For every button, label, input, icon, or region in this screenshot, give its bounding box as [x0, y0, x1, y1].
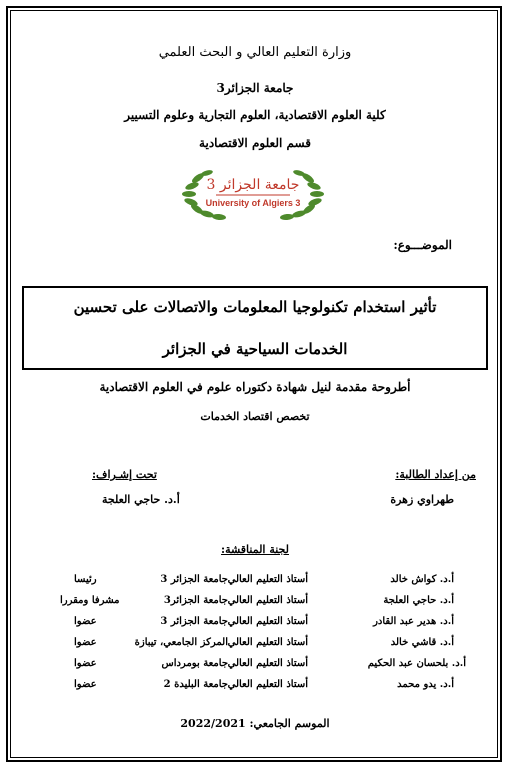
jury-member-rank: أستاذ التعليم العالي: [227, 658, 308, 669]
academic-year: الموسم الجامعي: 2022/2021: [180, 717, 330, 730]
faculty-name: كلية العلوم الاقتصادية، العلوم التجارية وعلوم التسيير: [124, 108, 386, 122]
jury-label: [0, 543, 510, 556]
jury-member-role: عضوا: [74, 637, 97, 648]
jury-member-name: أ.د. يدو محمد: [397, 679, 454, 690]
ministry-name: وزارة التعليم العالي و البحث العلمي: [158, 45, 352, 60]
jury-member-name: أ.د. حاجي العلجة: [383, 595, 454, 606]
logo-arabic-text: جامعة الجزائر 3: [206, 177, 300, 193]
jury-member-role: رئيسا: [74, 574, 97, 585]
jury-member-role: مشرفا ومقررا: [60, 595, 120, 606]
supervision-label: تحت إشـراف:: [92, 468, 157, 481]
university-name: جامعة الجزائر3: [216, 81, 294, 95]
jury-member-name: أ.د. بلحسان عبد الحكيم: [367, 658, 466, 669]
jury-member-row: [0, 574, 510, 592]
jury-member-rank: أستاذ التعليم العالي: [227, 679, 308, 690]
jury-member-name: أ.د. هدير عبد القادر: [373, 616, 454, 627]
supervisor-name: أ.د. حاجي العلجة: [102, 493, 180, 506]
jury-member-row: [0, 616, 510, 634]
jury-member-university: جامعة الجزائر3: [163, 595, 228, 606]
specialty-line: تخصص اقتصاد الخدمات: [200, 410, 310, 423]
jury-member-row: [0, 679, 510, 697]
department-name: قسم العلوم الاقتصادية: [199, 136, 311, 150]
subject-label: الموضـــوع:: [393, 238, 452, 252]
jury-member-role: عضوا: [74, 679, 97, 690]
jury-member-university: جامعة الجزائر 3: [160, 574, 228, 585]
thesis-title-line-2: الخدمات السياحية في الجزائر: [162, 340, 348, 358]
jury-member-row: [0, 637, 510, 655]
jury-member-role: عضوا: [74, 658, 97, 669]
jury-member-university: جامعة بومرداس: [161, 658, 228, 669]
prepared-by-label: من إعداد الطالبة:: [395, 468, 476, 481]
logo-english-text: University of Algiers 3: [205, 198, 301, 208]
university-laurel-logo: [178, 164, 328, 222]
thesis-degree-line: أطروحة مقدمة لنيل شهادة دكتوراه علوم في العلوم الاقتصادية: [99, 380, 411, 394]
jury-member-university: جامعة الجزائر 3: [160, 616, 228, 627]
jury-member-university: جامعة البليدة 2: [163, 679, 228, 690]
jury-label-text: لجنة المناقشة:: [221, 543, 289, 556]
jury-member-row: [0, 595, 510, 613]
jury-member-rank: أستاذ التعليم العالي: [227, 616, 308, 627]
jury-member-rank: أستاذ التعليم العالي: [227, 637, 308, 648]
thesis-title-line-1: تأثير استخدام تكنولوجيا المعلومات والاتصالات على تحسين: [73, 298, 437, 316]
jury-member-name: أ.د. قاشي خالد: [390, 637, 454, 648]
jury-member-rank: أستاذ التعليم العالي: [227, 574, 308, 585]
jury-member-role: عضوا: [74, 616, 97, 627]
jury-member-rank: أستاذ التعليم العالي: [227, 595, 308, 606]
jury-member-university: المركز الجامعي، تيبازة: [134, 637, 228, 648]
jury-member-name: أ.د. كواش خالد: [390, 574, 454, 585]
jury-member-row: [0, 658, 510, 676]
student-name: طهراوي زهرة: [390, 493, 454, 506]
